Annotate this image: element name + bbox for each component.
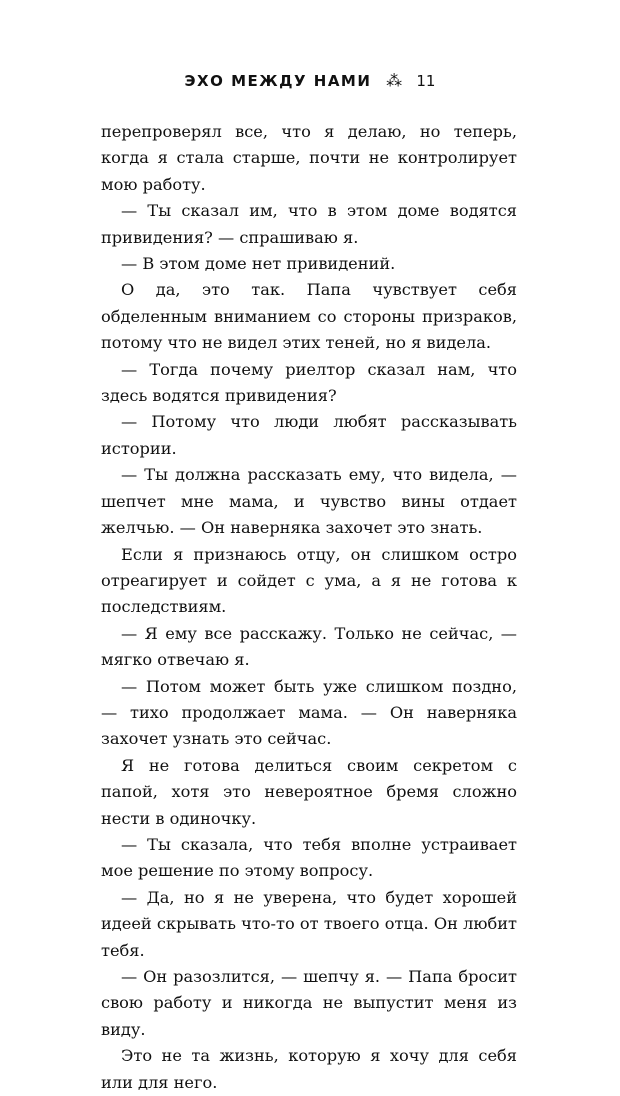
running-header-title: ЭХО МЕЖДУ НАМИ [184,72,372,90]
running-header [0,70,620,92]
ornament-icon: ⁂ [386,71,404,90]
paragraph: — Потом может быть уже слишком поздно, — тихо продолжает мама. — Он наверняка захочет узнать это сейчас. [101,676,517,749]
paragraph: Если я признаюсь отцу, он слишком остро отреагирует и сойдет с ума, а я не готова к последствиям. [101,544,517,617]
paragraph: — Ты должна рассказать ему, что видела, — шепчет мне мама, и чувство вины отдает желчью. — Он наверняка захочет это знать. [101,465,517,538]
paragraph: перепроверял все, что я делаю, но теперь, когда я стала старше, почти не контролирует мою работу. [101,122,517,194]
paragraph: — Ты сказал им, что в этом доме водятся привидения? — спрашиваю я. [101,201,517,247]
paragraph: — Ты сказала, что тебя вполне устраивает мое решение по этому вопросу. [101,834,517,881]
body-text [101,119,517,1096]
paragraph: О да, это так. Папа чувствует себя обделенным вниманием со стороны призраков, потому что не видел этих теней, но я видела. [101,280,517,353]
paragraph: Я не готова делиться своим секретом с папой, хотя это невероятное бремя сложно нести в одиночку. [101,755,517,828]
paragraph: Это не та жизнь, которую я хочу для себя или для него. [101,1046,517,1092]
paragraph: — Да, но я не уверена, что будет хорошей идеей скрывать что-то от твоего отца. Он любит тебя. [101,887,517,960]
paragraph: — В этом доме нет привидений. [121,254,396,274]
paragraph: — Потому что люди любят рассказывать истории. [101,412,517,458]
page-number: 11 [416,72,436,90]
paragraph: — Тогда почему риелтор сказал нам, что здесь водятся привидения? [101,359,517,406]
paragraph: — Я ему все расскажу. Только не сейчас, — мягко отвечаю я. [101,623,517,670]
paragraph: — Он разозлится, — шепчу я. — Папа бросит свою работу и никогда не выпустит меня из виду. [101,967,517,1039]
